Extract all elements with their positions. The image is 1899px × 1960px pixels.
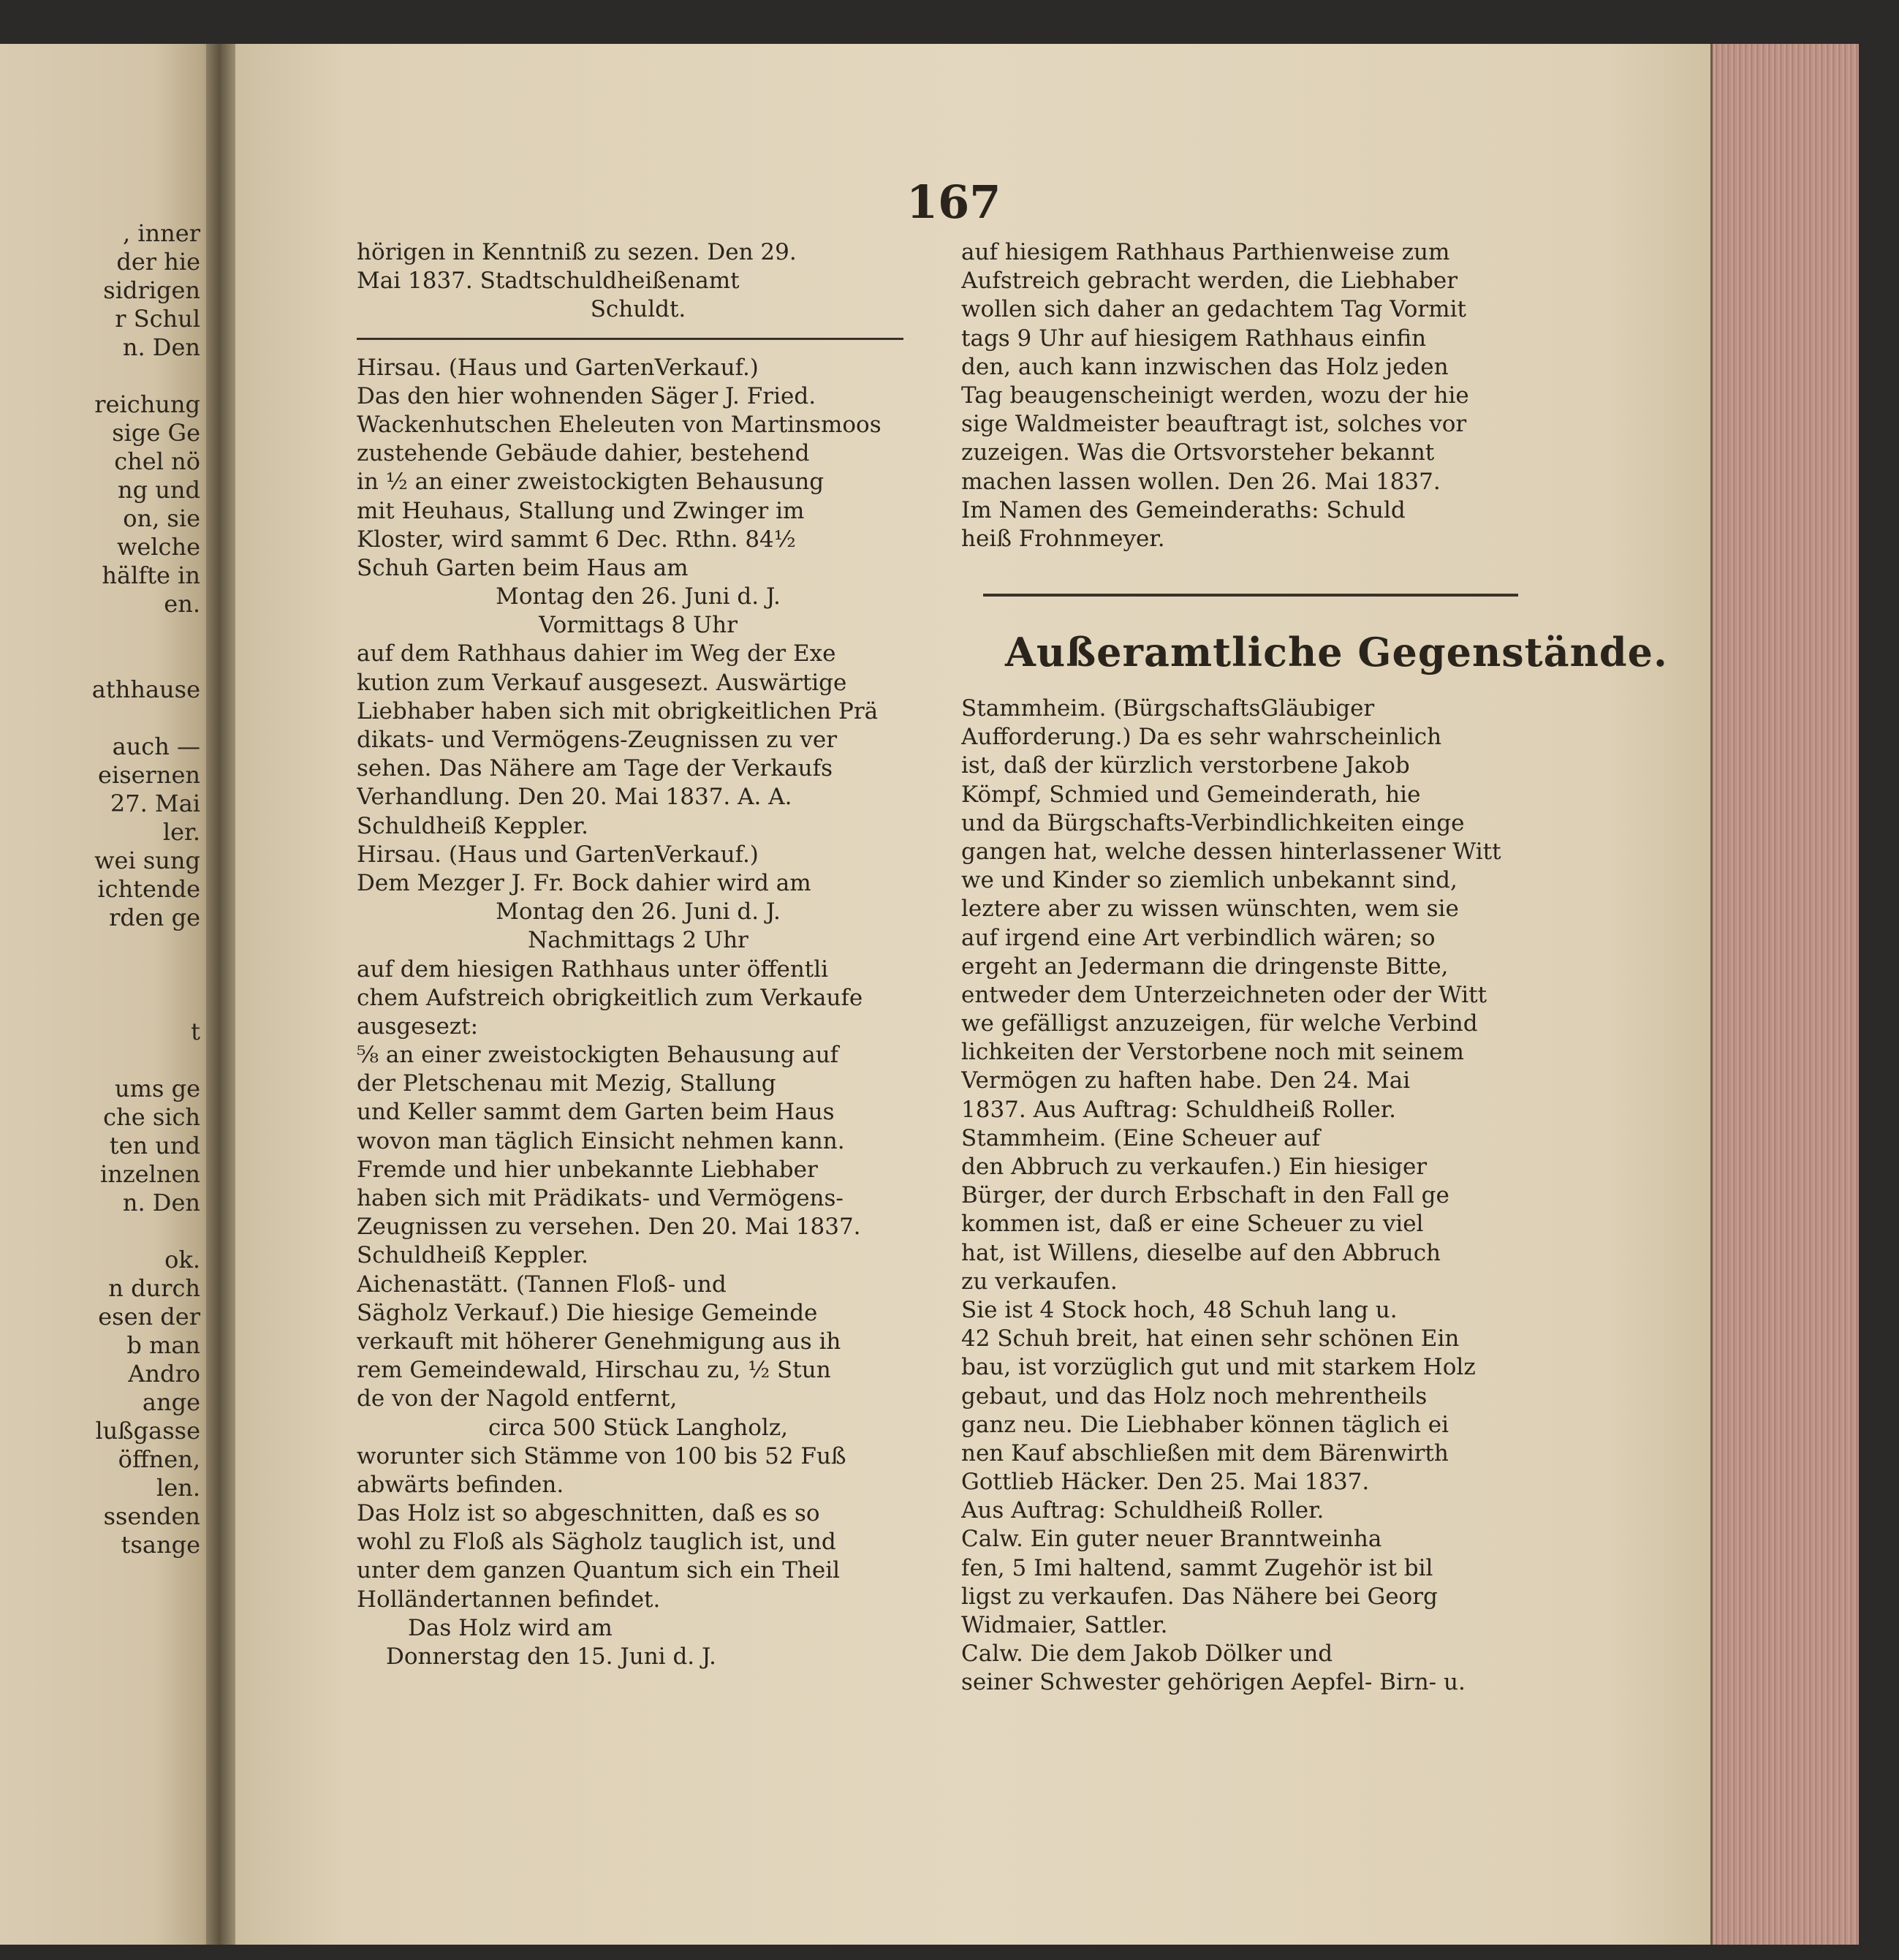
text-line: Aufstreich gebracht werden, die Liebhaber [961,268,1458,295]
text-line: ergeht an Jedermann die dringenste Bitte, [961,953,1449,980]
text-line: lichkeiten der Verstorbene noch mit seinem [961,1039,1464,1066]
text-line: Kloster, wird sammt 6 Dec. Rthn. 84½ [357,526,796,553]
text-line: kution zum Verkauf ausgesezt. Auswärtige [357,669,847,696]
text-line: sehen. Das Nähere am Tage der Verkaufs [357,755,833,782]
text-line: der Pletschenau mit Mezig, Stallung [357,1070,776,1097]
text-line: und Keller sammt dem Garten beim Haus [357,1099,835,1126]
text-line: Tag beaugenscheinigt werden, wozu der hie [961,382,1469,409]
fragment-line: ums ge [115,1075,200,1102]
text-line: Hirsau. (Haus und GartenVerkauf.) [357,354,759,381]
text-line: entweder dem Unterzeichneten oder der Witt [961,981,1487,1008]
fragment-line: ssenden [103,1502,200,1530]
text-line: ausgesezt: [357,1013,479,1040]
fragment-line [0,362,213,390]
text-line: Nachmittags 2 Uhr [528,927,748,954]
fragment-line: len. [156,1474,200,1502]
text-line: Im Namen des Gemeinderaths: Schuld [961,496,1406,523]
text-line: Calw. Ein guter neuer Branntweinha [961,1526,1382,1553]
fragment-line: reichung [94,390,200,418]
text-line: Aus Auftrag: Schuldheiß Roller. [961,1497,1324,1524]
fragment-line: r Schul [115,305,200,333]
fragment-line: öffnen, [118,1445,200,1473]
page-edges [1710,44,1859,1945]
text-line: mit Heuhaus, Stallung und Zwinger im [357,497,805,524]
text-line: Dem Mezger J. Fr. Bock dahier wird am [357,869,811,896]
text-line: hat, ist Willens, dieselbe auf den Abbruch [961,1239,1441,1266]
text-line: Wackenhutschen Eheleuten von Martinsmoos [357,411,882,438]
page-number: 167 [906,175,1001,229]
text-line: Fremde und hier unbekannte Liebhaber [357,1156,818,1183]
text-line: Bürger, der durch Erbschaft in den Fall ge [961,1182,1449,1209]
fragment-line: ange [142,1388,200,1416]
section-title: Außeramtliche Gegenstände. [1005,629,1668,676]
text-line: machen lassen wollen. Den 26. Mai 1837. [961,468,1441,495]
text-line: kommen ist, daß er eine Scheuer zu viel [961,1211,1424,1238]
text-line: auf hiesigem Rathhaus Parthienweise zum [961,239,1450,265]
text-line: Calw. Die dem Jakob Dölker und [961,1641,1333,1668]
text-line: Das Holz ist so abgeschnitten, daß es so [357,1500,820,1527]
fragment-line: tsange [121,1531,200,1559]
text-line: verkauft mit höherer Genehmigung aus ih [357,1328,841,1355]
text-line: Verhandlung. Den 20. Mai 1837. A. A. [357,784,792,811]
text-line: ligst zu verkaufen. Das Nähere bei Georg [961,1583,1438,1610]
fragment-line: ok. [164,1246,200,1274]
text-line: Widmaier, Sattler. [961,1612,1168,1638]
text-line: wohl zu Floß als Sägholz tauglich ist, und [357,1529,836,1556]
fragment-line [0,704,213,733]
text-line: Schuldt. [590,296,686,323]
text-line: we und Kinder so ziemlich unbekannt sind, [961,867,1458,894]
text-line: unter dem ganzen Quantum sich ein Theil [357,1557,841,1584]
book-gutter [206,44,235,1945]
fragment-line: welche [116,533,200,561]
text-line: auf dem hiesigen Rathhaus unter öffentli [357,956,829,983]
text-line: Schuldheiß Keppler. [357,1242,588,1269]
text-line: wollen sich daher an gedachtem Tag Vormit [961,296,1466,323]
text-line: dikats- und Vermögens-Zeugnissen zu ver [357,727,838,753]
text-line: Stammheim. (BürgschaftsGläubiger [961,695,1375,722]
fragment-line: t [191,1018,200,1045]
column-left [357,238,920,1671]
fragment-line [0,1217,213,1246]
section-divider-rule [983,594,1518,597]
text-line: ⅝ an einer zweistockigten Behausung auf [357,1042,839,1069]
text-line: de von der Nagold entfernt, [357,1385,678,1412]
fragment-line: sidrigen [103,276,200,304]
column-right-top [961,238,1517,553]
text-line: gebaut, und das Holz noch mehrentheils [961,1382,1428,1410]
fragment-line: inzelnen [99,1160,200,1188]
text-line: in ½ an einer zweistockigten Behausung [357,469,825,496]
text-line: auf dem Rathhaus dahier im Weg der Exe [357,640,836,667]
text-line: 1837. Aus Auftrag: Schuldheiß Roller. [961,1096,1396,1123]
fragment-line: rden ge [109,904,200,931]
fragment-line: sige Ge [112,419,200,447]
fragment-line: Andro [128,1360,200,1388]
fragment-line: b man [126,1331,200,1359]
text-line: heiß Frohnmeyer. [961,525,1165,552]
text-line: zustehende Gebäude dahier, bestehend [357,440,810,467]
text-line: Schuldheiß Keppler. [357,812,588,839]
text-line: chem Aufstreich obrigkeitlich zum Verkaufe [357,984,863,1011]
fragment-line: eisernen [98,761,200,789]
text-line: Schuh Garten beim Haus am [357,554,689,581]
text-line: rem Gemeindewald, Hirschau zu, ½ Stun [357,1357,831,1384]
text-line: bau, ist vorzüglich gut und mit starkem Holz [961,1354,1476,1381]
text-line: nen Kauf abschließen mit dem Bärenwirth [961,1439,1449,1467]
text-line: Montag den 26. Juni d. J. [496,898,781,926]
fragment-line [0,989,213,1018]
fragment-line: ichtende [97,875,200,903]
fragment-line: en. [164,590,200,618]
fragment-line [0,618,213,647]
text-line: den Abbruch zu verkaufen.) Ein hiesiger [961,1154,1428,1180]
text-line: Stammheim. (Eine Scheuer auf [961,1124,1320,1151]
text-line: 42 Schuh breit, hat einen sehr schönen Ein [961,1325,1460,1352]
text-line: we gefälligst anzuzeigen, für welche Verbind [961,1010,1478,1037]
fragment-line: esen der [98,1303,200,1331]
text-line: worunter sich Stämme von 100 bis 52 Fuß [357,1442,846,1469]
fragment-line: che sich [103,1103,200,1131]
text-line: fen, 5 Imi haltend, sammt Zugehör ist bil [961,1554,1433,1581]
column-left-divider-rule [357,338,903,340]
text-line: Gottlieb Häcker. Den 25. Mai 1837. [961,1469,1370,1496]
text-line: hörigen in Kenntniß zu sezen. Den 29. [357,239,797,265]
text-line: Aufforderung.) Da es sehr wahrscheinlich [961,724,1442,751]
fragment-line: ng und [118,476,200,504]
fragment-line: ten und [109,1132,200,1159]
text-line: Kömpf, Schmied und Gemeinderath, hie [961,781,1421,808]
text-line: abwärts befinden. [357,1471,564,1498]
text-line: Mai 1837. Stadtschuldheißenamt [357,268,740,295]
text-line: Vormittags 8 Uhr [539,612,738,639]
fragment-line: n. Den [122,333,200,361]
fragment-line: ler. [162,818,200,846]
text-line: Das Holz wird am [408,1614,613,1641]
text-line: Sie ist 4 Stock hoch, 48 Schuh lang u. [961,1296,1398,1323]
text-line: den, auch kann inzwischen das Holz jeden [961,353,1449,380]
text-line: haben sich mit Prädikats- und Vermögens- [357,1185,844,1211]
text-line: tags 9 Uhr auf hiesigem Rathhaus einfin [961,325,1427,352]
fragment-line: chel nö [114,447,200,475]
text-line: Montag den 26. Juni d. J. [496,583,781,610]
fragment-line: hälfte in [102,561,200,589]
fragment-line: n durch [108,1274,200,1302]
column-right-bottom [961,695,1524,1698]
fragment-line [0,1046,213,1075]
fragment-line: athhause [91,676,200,703]
text-line: ganz neu. Die Liebhaber können täglich ei [961,1411,1449,1438]
text-line: Sägholz Verkauf.) Die hiesige Gemeinde [357,1299,818,1326]
fragment-line: auch — [112,733,200,760]
text-line: zu verkaufen. [961,1268,1118,1295]
text-line: Das den hier wohnenden Säger J. Fried. [357,382,816,409]
fragment-line: der hie [116,248,200,276]
text-line: Donnerstag den 15. Juni d. J. [386,1643,716,1670]
fragment-line [0,961,213,989]
text-line: Zeugnissen zu versehen. Den 20. Mai 1837. [357,1214,861,1241]
text-line: und da Bürgschafts-Verbindlichkeiten einge [961,809,1465,836]
fragment-line: wei sung [94,847,200,874]
fragment-line [0,647,213,676]
text-line: Holländertannen befindet. [357,1586,661,1613]
text-line: wovon man täglich Einsicht nehmen kann. [357,1127,845,1154]
text-line: Vermögen zu haften habe. Den 24. Mai [961,1067,1411,1094]
text-line: circa 500 Stück Langholz, [488,1414,789,1441]
fragment-line: 27. Mai [110,790,200,817]
fragment-line: on, sie [123,504,200,532]
text-line: Hirsau. (Haus und GartenVerkauf.) [357,841,759,868]
text-line: Liebhaber haben sich mit obrigkeitlichen Prä [357,697,879,724]
text-line: gangen hat, welche dessen hinterlassener Witt [961,838,1501,865]
text-line: Aichenastätt. (Tannen Floß- und [357,1271,727,1298]
text-line: zuzeigen. Was die Ortsvorsteher bekannt [961,439,1435,466]
text-line: sige Waldmeister beauftragt ist, solches vor [961,411,1467,438]
fragment-line: , inner [122,219,200,247]
fragment-line: lußgasse [95,1417,200,1445]
fragment-line [0,932,213,961]
text-line: leztere aber zu wissen wünschten, wem sie [961,896,1459,923]
fragment-line: n. Den [122,1189,200,1217]
text-line: seiner Schwester gehörigen Aepfel- Birn- u. [961,1669,1466,1696]
text-line: auf irgend eine Art verbindlich wären; so [961,924,1436,951]
left-page-text-fragments [0,219,213,1559]
text-line: ist, daß der kürzlich verstorbene Jakob [961,752,1410,779]
